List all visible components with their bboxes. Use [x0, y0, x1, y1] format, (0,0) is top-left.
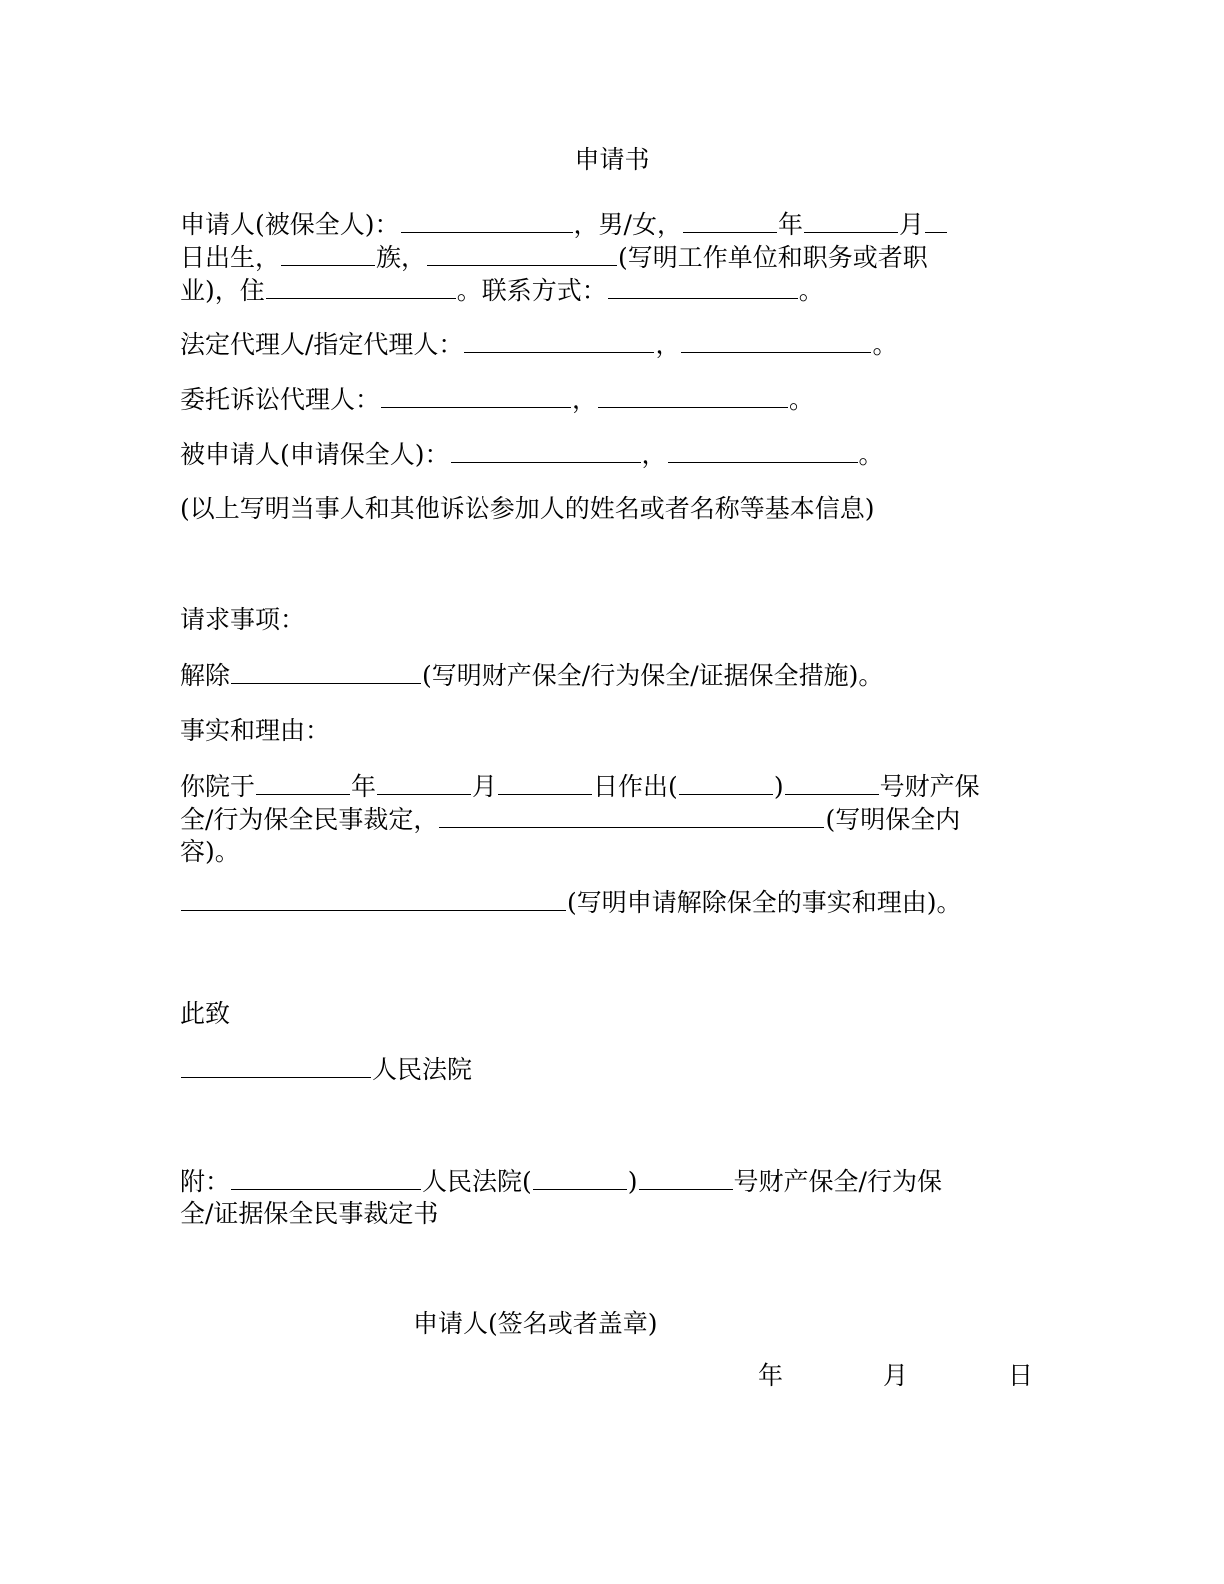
birth-day-blank[interactable]: [925, 208, 947, 233]
entrusted-agent-blank-2[interactable]: [598, 383, 788, 408]
entrusted-agent-line: 委托诉讼代理人： ， 。: [180, 385, 815, 414]
respondent-blank-1[interactable]: [451, 438, 641, 463]
applicant-line-2: 日出生， 族， (写明工作单位和职务或者职: [180, 243, 928, 272]
document-title: 申请书: [574, 145, 650, 174]
ruling-day-blank[interactable]: [498, 770, 592, 795]
respondent-line: 被申请人(申请保全人)： ， 。: [180, 440, 884, 469]
signature-label: 申请人(签名或者盖章): [413, 1309, 658, 1338]
reason-line: (写明申请解除保全的事实和理由)。: [180, 886, 1030, 919]
contact-blank[interactable]: [608, 274, 798, 299]
reason-blank[interactable]: [181, 886, 566, 911]
case-number-blank[interactable]: [785, 770, 879, 795]
attachment-line-1: 附： 人民法院( ) 号财产保全/行为保: [180, 1167, 942, 1196]
ruling-month-blank[interactable]: [377, 770, 471, 795]
signature-year: 年: [758, 1361, 784, 1390]
applicant-paragraph: [180, 208, 1030, 307]
applicant-line-1: 申请人(被保全人)： ，男/女， 年 月: [180, 208, 1030, 241]
legal-agent-blank-2[interactable]: [681, 328, 871, 353]
legal-agent-blank-1[interactable]: [464, 328, 654, 353]
attachment-paragraph: [180, 1165, 1030, 1230]
closing-to: 此致: [180, 999, 231, 1028]
parties-note: (以上写明当事人和其他诉讼参加人的姓名或者名称等基本信息): [180, 494, 875, 523]
facts-line-1: 你院于 年 月 日作出( ) 号财产保: [180, 772, 980, 801]
facts-line-3: 容)。: [180, 837, 240, 866]
applicant-name-blank[interactable]: [401, 208, 573, 233]
entrusted-agent-blank-1[interactable]: [381, 383, 571, 408]
work-blank[interactable]: [427, 241, 617, 266]
claims-heading: 请求事项：: [180, 605, 306, 634]
birth-year-blank[interactable]: [683, 208, 777, 233]
closing-court-line: 人民法院: [180, 1053, 1030, 1086]
facts-line-2: 全/行为保全民事裁定， (写明保全内: [180, 805, 961, 834]
court-name-blank[interactable]: [181, 1053, 371, 1078]
signature-day: 日: [1008, 1361, 1034, 1390]
attachment-line-2: 全/证据保全民事裁定书: [180, 1199, 439, 1228]
attachment-number-blank[interactable]: [639, 1165, 733, 1190]
birth-month-blank[interactable]: [804, 208, 898, 233]
signature-month: 月: [883, 1361, 909, 1390]
ethnic-blank[interactable]: [281, 241, 375, 266]
attachment-year-blank[interactable]: [533, 1165, 627, 1190]
attachment-court-blank[interactable]: [231, 1165, 421, 1190]
ruling-year-blank[interactable]: [256, 770, 350, 795]
address-blank[interactable]: [266, 274, 456, 299]
preservation-content-blank[interactable]: [439, 803, 824, 828]
claims-lift-line: 解除 (写明财产保全/行为保全/证据保全措施)。: [180, 661, 884, 690]
respondent-blank-2[interactable]: [668, 438, 858, 463]
facts-heading: 事实和理由：: [180, 716, 331, 745]
lift-measure-blank[interactable]: [231, 659, 421, 684]
case-year-blank[interactable]: [679, 770, 773, 795]
legal-agent-line: 法定代理人/指定代理人： ， 。: [180, 330, 898, 359]
facts-paragraph: [180, 770, 1030, 868]
applicant-line-3: 业)，住 。联系方式： 。: [180, 276, 824, 305]
